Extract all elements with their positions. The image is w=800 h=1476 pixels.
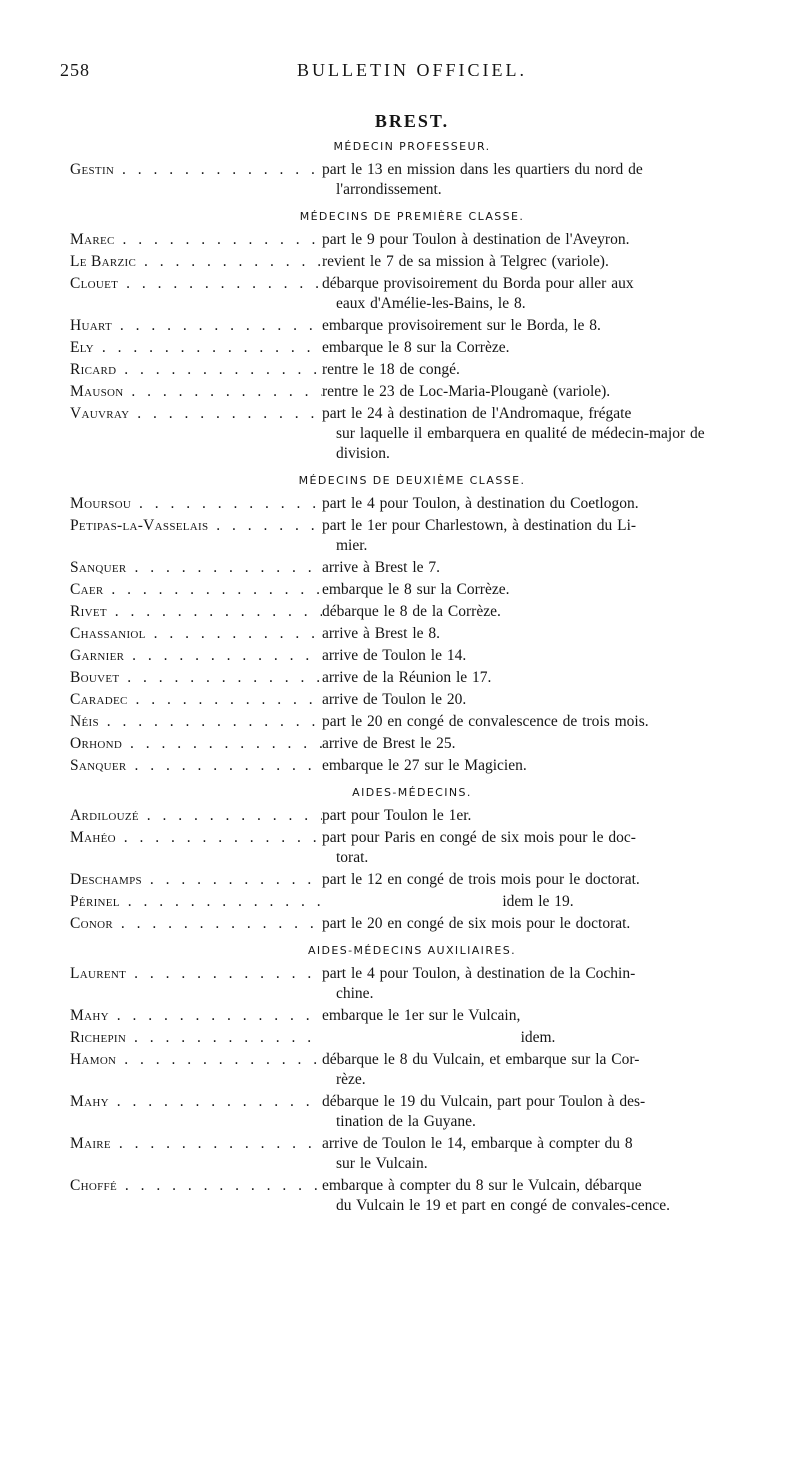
entry-description — [322, 160, 754, 200]
entry-text: débarque le 19 du Vulcain, part pour Toulon à des- — [322, 1093, 646, 1110]
entry-name — [70, 602, 322, 622]
entry-description — [322, 668, 754, 688]
entry-name — [70, 230, 322, 250]
entry-text: part le 13 en mission dans les quartiers du nord de — [322, 161, 643, 178]
entry-row — [70, 316, 754, 336]
page-number: 258 — [60, 60, 90, 80]
entry-name-text: Sanquer — [70, 757, 127, 774]
entry-row — [70, 668, 754, 688]
entry-text: arrive à Brest le 8. — [322, 625, 441, 642]
entry-description — [322, 1092, 754, 1132]
entry-row — [70, 870, 754, 890]
entry-name — [70, 252, 322, 272]
entry-description — [322, 806, 754, 826]
entry-row — [70, 914, 754, 934]
entry-continuation: sur laquelle il embarquera en qualité de médecin-major de division. — [336, 425, 705, 462]
entry-description — [322, 252, 754, 272]
entry-description — [322, 892, 754, 912]
entry-name — [70, 1050, 322, 1070]
entry-description — [322, 1028, 754, 1048]
entry-name — [70, 316, 322, 336]
entry-name-text: Ely — [70, 339, 94, 356]
entry-name — [70, 338, 322, 358]
entry-description — [322, 690, 754, 710]
entry-row — [70, 734, 754, 754]
entry-description — [322, 516, 754, 556]
entry-description — [322, 230, 754, 250]
entry-name — [70, 382, 322, 402]
entry-name — [70, 756, 322, 776]
entry-text: part le 4 pour Toulon, à destination du Coetlogon. — [322, 495, 639, 512]
entry-text: rentre le 18 de congé. — [322, 361, 460, 378]
section-spacer — [70, 778, 754, 782]
entry-name-text: Deschamps — [70, 871, 142, 888]
entry-continuation: sur le Vulcain. — [336, 1155, 428, 1172]
entry-text: débarque le 8 de la Corrèze. — [322, 603, 501, 620]
entry-name — [70, 624, 322, 644]
entry-row — [70, 646, 754, 666]
entry-text: part le 24 à destination de l'Andromaque, frégate — [322, 405, 632, 422]
entry-text: arrive de la Réunion le 17. — [322, 669, 492, 686]
port-title: BREST. — [374, 111, 450, 131]
section-heading: MÉDECINS DE DEUXIÈME CLASSE. — [298, 474, 526, 487]
entry-description — [322, 964, 754, 1004]
entry-row — [70, 360, 754, 380]
entry-row — [70, 892, 754, 912]
entry-text: arrive de Toulon le 14. — [322, 647, 467, 664]
entry-row — [70, 494, 754, 514]
entry-description — [322, 734, 754, 754]
entry-name-text: Mauson — [70, 383, 124, 400]
entry-name-text: Huart — [70, 317, 112, 334]
entry-name-text: Moursou — [70, 495, 132, 512]
entry-continuation: mier. — [336, 537, 368, 554]
entry-description — [322, 580, 754, 600]
entry-name — [70, 964, 322, 984]
entry-row — [70, 806, 754, 826]
entry-name-text: Maire — [70, 1135, 111, 1152]
entry-description — [322, 646, 754, 666]
entry-description — [322, 712, 754, 732]
entry-row — [70, 690, 754, 710]
entry-description — [322, 1006, 754, 1026]
entry-name-text: Ardilouzé — [70, 807, 139, 824]
section-spacer — [70, 466, 754, 470]
entry-name — [70, 806, 322, 826]
entry-name-text: Choffé — [70, 1177, 117, 1194]
entry-description — [322, 602, 754, 622]
entry-row — [70, 964, 754, 1004]
entry-name — [70, 690, 322, 710]
entry-text: part pour Toulon le 1er. — [322, 807, 472, 824]
entry-row — [70, 160, 754, 200]
entry-text: part le 20 en congé de six mois pour le doctorat. — [322, 915, 631, 932]
entry-name-text: Gestin — [70, 161, 115, 178]
entry-name-text: Mahy — [70, 1007, 109, 1024]
entry-row — [70, 712, 754, 732]
entry-text: débarque provisoirement du Borda pour aller aux — [322, 275, 634, 292]
entry-text: arrive de Brest le 25. — [322, 735, 456, 752]
entry-row — [70, 274, 754, 314]
entry-row — [70, 1028, 754, 1048]
entry-description — [322, 404, 754, 464]
entry-name-text: Richepin — [70, 1029, 127, 1046]
section-spacer — [70, 936, 754, 940]
entry-description — [322, 382, 754, 402]
entry-name-text: Conor — [70, 915, 114, 932]
entry-continuation: eaux d'Amélie-les-Bains, le 8. — [336, 295, 526, 312]
section-heading: MÉDECINS DE PREMIÈRE CLASSE. — [299, 210, 525, 223]
entry-text: part le 20 en congé de convalescence de trois mois. — [322, 713, 649, 730]
section-spacer — [70, 202, 754, 206]
entry-name — [70, 1092, 322, 1112]
entry-text: embarque le 8 sur la Corrèze. — [322, 339, 510, 356]
entry-idem-text: idem. — [520, 1029, 556, 1046]
entry-name-text: Périnel — [70, 893, 120, 910]
entry-name — [70, 516, 322, 536]
entry-name — [70, 734, 322, 754]
entry-name-text: Laurent — [70, 965, 127, 982]
entry-continuation: l'arrondissement. — [336, 181, 442, 198]
entry-text: arrive de Toulon le 14, embarque à compter du 8 — [322, 1135, 633, 1152]
entry-description — [322, 1134, 754, 1174]
entry-row — [70, 558, 754, 578]
entry-continuation: rèze. — [336, 1071, 366, 1088]
running-head — [60, 60, 754, 88]
entry-text: arrive à Brest le 7. — [322, 559, 441, 576]
entry-description — [322, 756, 754, 776]
entry-text: embarque le 8 sur la Corrèze. — [322, 581, 510, 598]
entry-row — [70, 756, 754, 776]
entry-row — [70, 252, 754, 272]
entry-name-text: Bouvet — [70, 669, 120, 686]
entry-text: arrive de Toulon le 20. — [322, 691, 467, 708]
entry-name-text: Mahy — [70, 1093, 109, 1110]
entry-name-text: Orhond — [70, 735, 123, 752]
journal-title: BULLETIN OFFICIEL. — [297, 60, 527, 80]
entry-name — [70, 1134, 322, 1154]
entry-continuation: du Vulcain le 19 et part en congé de convales-cence. — [336, 1197, 671, 1214]
section-heading: AIDES-MÉDECINS AUXILIAIRES. — [307, 944, 516, 957]
entry-description — [322, 360, 754, 380]
entry-name-text: Mahéo — [70, 829, 116, 846]
entry-row — [70, 230, 754, 250]
entry-row — [70, 1092, 754, 1132]
entry-name — [70, 668, 322, 688]
entry-row — [70, 404, 754, 464]
entry-row — [70, 828, 754, 868]
entry-name — [70, 404, 322, 424]
entry-name — [70, 914, 322, 934]
entry-name-text: Néis — [70, 713, 99, 730]
entry-row — [70, 516, 754, 556]
entry-text: embarque le 1er sur le Vulcain, — [322, 1007, 521, 1024]
entry-idem-text: idem le 19. — [502, 893, 574, 910]
entry-name-text: Chassaniol — [70, 625, 146, 642]
entry-description — [322, 316, 754, 336]
entry-description — [322, 494, 754, 514]
entry-name — [70, 1176, 322, 1196]
entry-name — [70, 580, 322, 600]
entry-row — [70, 580, 754, 600]
entry-text: part le 9 pour Toulon à destination de l'Aveyron. — [322, 231, 630, 248]
entry-name — [70, 274, 322, 294]
entry-name — [70, 646, 322, 666]
entry-row — [70, 1176, 754, 1216]
entry-continuation: tination de la Guyane. — [336, 1113, 476, 1130]
entry-name — [70, 870, 322, 890]
sections-container — [70, 140, 754, 1222]
entry-name-text: Ricard — [70, 361, 117, 378]
entry-name-text: Clouet — [70, 275, 119, 292]
entry-description — [322, 558, 754, 578]
entry-name-text: Vauvray — [70, 405, 130, 422]
entry-name-text: Hamon — [70, 1051, 117, 1068]
entry-continuation: torat. — [336, 849, 369, 866]
entry-name-text: Garnier — [70, 647, 125, 664]
entry-text: part le 4 pour Toulon, à destination de la Cochin- — [322, 965, 636, 982]
entry-name-text: Petipas-la-Vasselais — [70, 517, 209, 534]
entry-name-text: Caradec — [70, 691, 128, 708]
entry-name — [70, 712, 322, 732]
entry-name — [70, 1006, 322, 1026]
section-heading: AIDES-MÉDECINS. — [352, 786, 472, 799]
entry-name — [70, 892, 322, 912]
entry-row — [70, 382, 754, 402]
entry-name-text: Le Barzic — [70, 253, 137, 270]
entry-text: embarque le 27 sur le Magicien. — [322, 757, 527, 774]
entry-text: part pour Paris en congé de six mois pour le doc- — [322, 829, 636, 846]
entry-name-text: Rivet — [70, 603, 107, 620]
entry-description — [322, 1050, 754, 1090]
entry-row — [70, 1006, 754, 1026]
entry-text: rentre le 23 de Loc-Maria-Plouganè (variole). — [322, 383, 611, 400]
entry-name — [70, 558, 322, 578]
section-heading: MÉDECIN PROFESSEUR. — [333, 140, 491, 153]
entry-name — [70, 360, 322, 380]
entry-name-text: Marec — [70, 231, 115, 248]
entry-name-text: Sanquer — [70, 559, 127, 576]
entry-text: part le 12 en congé de trois mois pour le doctorat. — [322, 871, 640, 888]
entry-row — [70, 602, 754, 622]
entry-description — [322, 274, 754, 314]
entry-text: revient le 7 de sa mission à Telgrec (variole). — [322, 253, 609, 270]
entry-description — [322, 914, 754, 934]
entry-row — [70, 338, 754, 358]
entry-description — [322, 870, 754, 890]
entry-description — [322, 1176, 754, 1216]
entry-description — [322, 624, 754, 644]
entry-text: embarque provisoirement sur le Borda, le 8. — [322, 317, 601, 334]
section-spacer — [70, 1218, 754, 1222]
entry-row — [70, 1050, 754, 1090]
entry-continuation: chine. — [336, 985, 374, 1002]
entry-description — [322, 828, 754, 868]
entry-row — [70, 624, 754, 644]
entry-row — [70, 1134, 754, 1174]
entry-text: embarque à compter du 8 sur le Vulcain, débarque — [322, 1177, 642, 1194]
entry-name — [70, 1028, 322, 1048]
entry-name — [70, 160, 322, 180]
entry-text: part le 1er pour Charlestown, à destination du Li- — [322, 517, 637, 534]
entry-name — [70, 494, 322, 514]
entry-text: débarque le 8 du Vulcain, et embarque sur la Cor- — [322, 1051, 640, 1068]
entry-description — [322, 338, 754, 358]
entry-name — [70, 828, 322, 848]
entry-name-text: Caer — [70, 581, 104, 598]
